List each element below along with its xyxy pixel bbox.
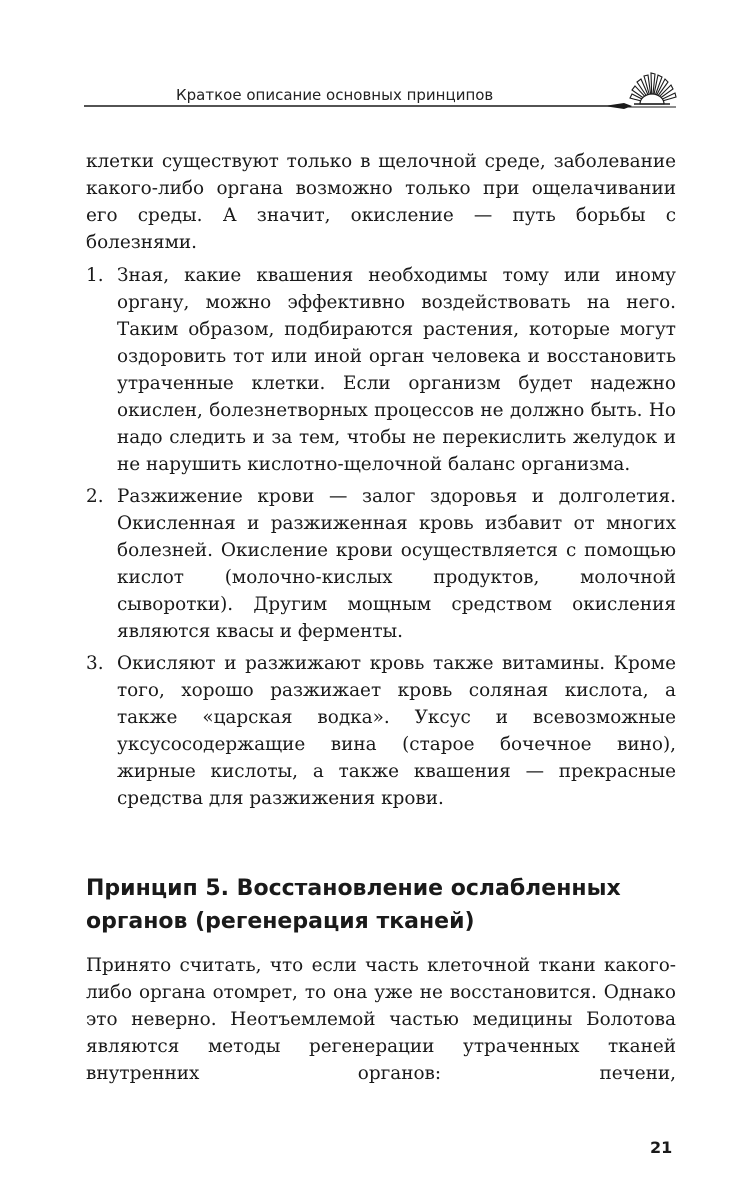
- list-item-number: 1.: [86, 265, 104, 286]
- list-item-text: Разжижение крови — залог здоровья и долголетия. Окисленная и разжиженная кровь избавит от многих болезней. Окисление крови осуществляется с помощью кислот (молочно-кислых продуктов, молочной сыворотки). Другим мощным средством окисления являются квасы и ферменты.: [117, 486, 676, 642]
- sun-fan-icon: [620, 70, 684, 110]
- list-item: [86, 650, 676, 812]
- section-paragraph: Принято считать, что если часть клеточной ткани какого-либо органа отомрет, то она уже не восстановится. Однако это неверно. Неотъемлемой частью медицины Болотова являются методы регенерации утраченных тканей внутренних органов: печени,: [86, 955, 676, 1084]
- list-item-text: Зная, какие квашения необходимы тому или иному органу, можно эффективно воздействовать на него. Таким образом, подбираются растения, которые могут оздоровить тот или иной орган человека и восстановить утраченные клетки. Если организм будет надежно окислен, болезнетворных процессов не должно быть. Но надо следить и за тем, чтобы не перекислить желудок и не нарушить кислотно-щелочной баланс организма.: [117, 265, 676, 475]
- intro-block: [86, 148, 676, 256]
- running-header: [84, 70, 684, 126]
- section-body: [86, 952, 676, 1087]
- list-item: [86, 483, 676, 645]
- section-heading: Принцип 5. Восстановление ослабленных органов (регенерация тканей): [86, 876, 621, 934]
- list-item-number: 3.: [86, 653, 104, 674]
- section-heading-block: [86, 872, 676, 938]
- page-number: 21: [650, 1138, 673, 1157]
- running-header-title: Краткое описание основных принципов: [176, 86, 494, 104]
- intro-paragraph: клетки существуют только в щелочной среде, заболевание какого-либо органа возможно только при ощелачивании его среды. А значит, окисление — путь борьбы с болезнями.: [86, 151, 676, 253]
- list-item: [86, 262, 676, 478]
- list-item-number: 2.: [86, 486, 104, 507]
- numbered-list: [86, 262, 676, 817]
- header-rule: [84, 96, 684, 116]
- list-item-text: Окисляют и разжижают кровь также витамины. Кроме того, хорошо разжижает кровь соляная кислота, а также «царская водка». Уксус и всевозможные уксусосодержащие вина (старое бочечное вино), жирные кислоты, а также квашения — прекрасные средства для разжижения крови.: [117, 653, 676, 809]
